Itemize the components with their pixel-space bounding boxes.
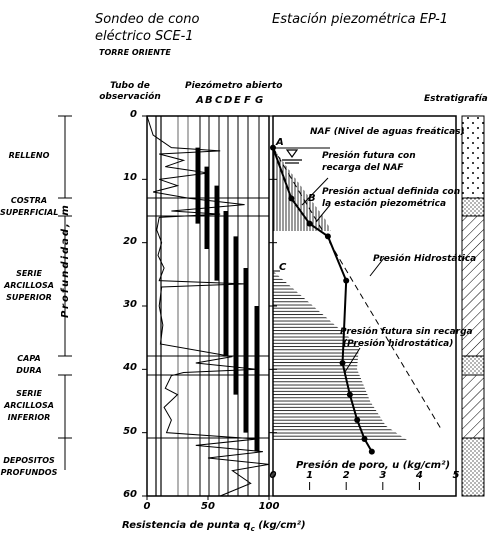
stratum-label: PROFUNDOS <box>0 467 58 477</box>
pressure-tick-label: 4 <box>415 470 423 481</box>
pressure-point <box>362 436 368 442</box>
pressure-tick-label: 0 <box>269 470 277 481</box>
stratigraphy-capa-dura <box>462 356 484 375</box>
depth-tick-label: 40 <box>123 362 137 374</box>
stratum-label: SERIE <box>16 269 42 278</box>
observation-tube <box>156 116 161 496</box>
pressure-point <box>325 233 331 239</box>
stratum-label: ARCILLOSA <box>4 401 54 411</box>
pressure-tick-label: 1 <box>306 470 314 481</box>
pressure-tick-label: 3 <box>379 470 387 481</box>
depth-tick-label: 50 <box>123 425 137 437</box>
stratum-label: RELLENO <box>8 151 50 161</box>
cone-title-line2: eléctrico SCE-1 <box>95 29 194 44</box>
pressure-point <box>354 417 360 423</box>
piezometer-letter: E <box>234 95 241 106</box>
stratum-label: SUPERFICIAL <box>0 207 59 217</box>
pressure-point <box>340 360 346 366</box>
naf-label: NAF (Nivel de aguas freáticas) <box>310 127 465 137</box>
cone-tick-label: 50 <box>201 501 215 512</box>
pressure-point <box>369 449 375 455</box>
depth-tick-label: 20 <box>123 235 137 247</box>
pressure-axis-ticks <box>273 482 456 490</box>
depth-tick-label: 60 <box>123 489 137 500</box>
stratum-label: CAPA <box>17 354 41 364</box>
piezometer-letter: D <box>224 95 233 106</box>
depth-tick-label: 30 <box>123 299 137 310</box>
piezometer-letter: C <box>215 95 223 106</box>
pressure-point <box>347 392 353 398</box>
hydrostatic-label: Presión Hidrostática <box>373 254 477 264</box>
cone-title-line1: Sondeo de cono <box>95 12 200 27</box>
depth-tick-label: 10 <box>123 172 137 184</box>
point-b-label: B <box>308 193 316 204</box>
cone-axis-label-text: Resistencia de punta q <box>122 520 251 531</box>
pressure-point <box>288 195 294 201</box>
stratum-label: COSTRA <box>10 195 48 205</box>
stratigraphy-profundos <box>462 438 484 496</box>
tube-header-line2: observación <box>99 92 161 102</box>
point-c-label: C <box>279 262 287 273</box>
pressure-tick-label: 5 <box>452 470 460 481</box>
future-no-recharge-line2: (Presión hidrostática) <box>343 339 454 349</box>
depth-axis-unit: m <box>60 203 71 216</box>
cone-title-line3: TORRE ORIENTE <box>99 48 171 57</box>
stratum-label: DURA <box>16 366 42 376</box>
piezometer-letter: F <box>244 95 251 106</box>
stratum-label: DEPOSITOS <box>3 455 55 465</box>
future-recharge-line1: Presión futura con <box>322 151 416 161</box>
stratigraphy-relleno <box>462 116 484 198</box>
stratum-label: SERIE <box>16 389 42 399</box>
current-pressure-line2: la estación piezométrica <box>322 199 447 209</box>
depth-axis-label-text: Profundidad, <box>60 221 71 318</box>
cone-axis-label-sub: c <box>250 525 255 533</box>
stratum-label: SUPERIOR <box>6 293 52 302</box>
stratigraphy-inferior <box>462 375 484 438</box>
stratum-label: INFERIOR <box>7 413 51 423</box>
point-a-label: A <box>276 137 284 148</box>
tube-header-line1: Tubo de <box>110 81 150 91</box>
future-no-recharge-zone <box>273 271 407 440</box>
cone-axis-label-unit: (kg/cm²) <box>258 520 306 531</box>
cone-axis-label <box>122 520 306 533</box>
depth-tick-label: 0 <box>130 109 137 120</box>
pressure-point <box>343 278 349 284</box>
current-pressure-line1: Presión actual definida con <box>322 187 461 197</box>
piezometer-header: Piezómetro abierto <box>185 81 283 91</box>
piezometer-letter: B <box>205 95 213 106</box>
future-no-recharge-line1: Presión futura sin recarga <box>340 327 473 337</box>
piezometer-letter: G <box>255 95 264 106</box>
future-recharge-line2: recarga del NAF <box>322 163 404 173</box>
piezo-station-title: Estación piezométrica EP-1 <box>272 12 449 27</box>
stratigraphy-costra <box>462 198 484 216</box>
cone-tick-label: 100 <box>258 501 280 512</box>
pressure-tick-label: 2 <box>342 470 350 481</box>
pressure-axis-label: Presión de poro, u (kg/cm²) <box>296 460 451 471</box>
depth-axis-label <box>60 203 71 318</box>
stratigraphy-header: Estratigrafía <box>424 94 488 104</box>
pressure-point <box>307 221 313 227</box>
cone-tick-label: 0 <box>143 501 151 512</box>
stratum-label: ARCILLOSA <box>4 281 54 290</box>
naf-symbol-icon <box>282 150 302 163</box>
piezometer-letter: A <box>196 95 204 106</box>
